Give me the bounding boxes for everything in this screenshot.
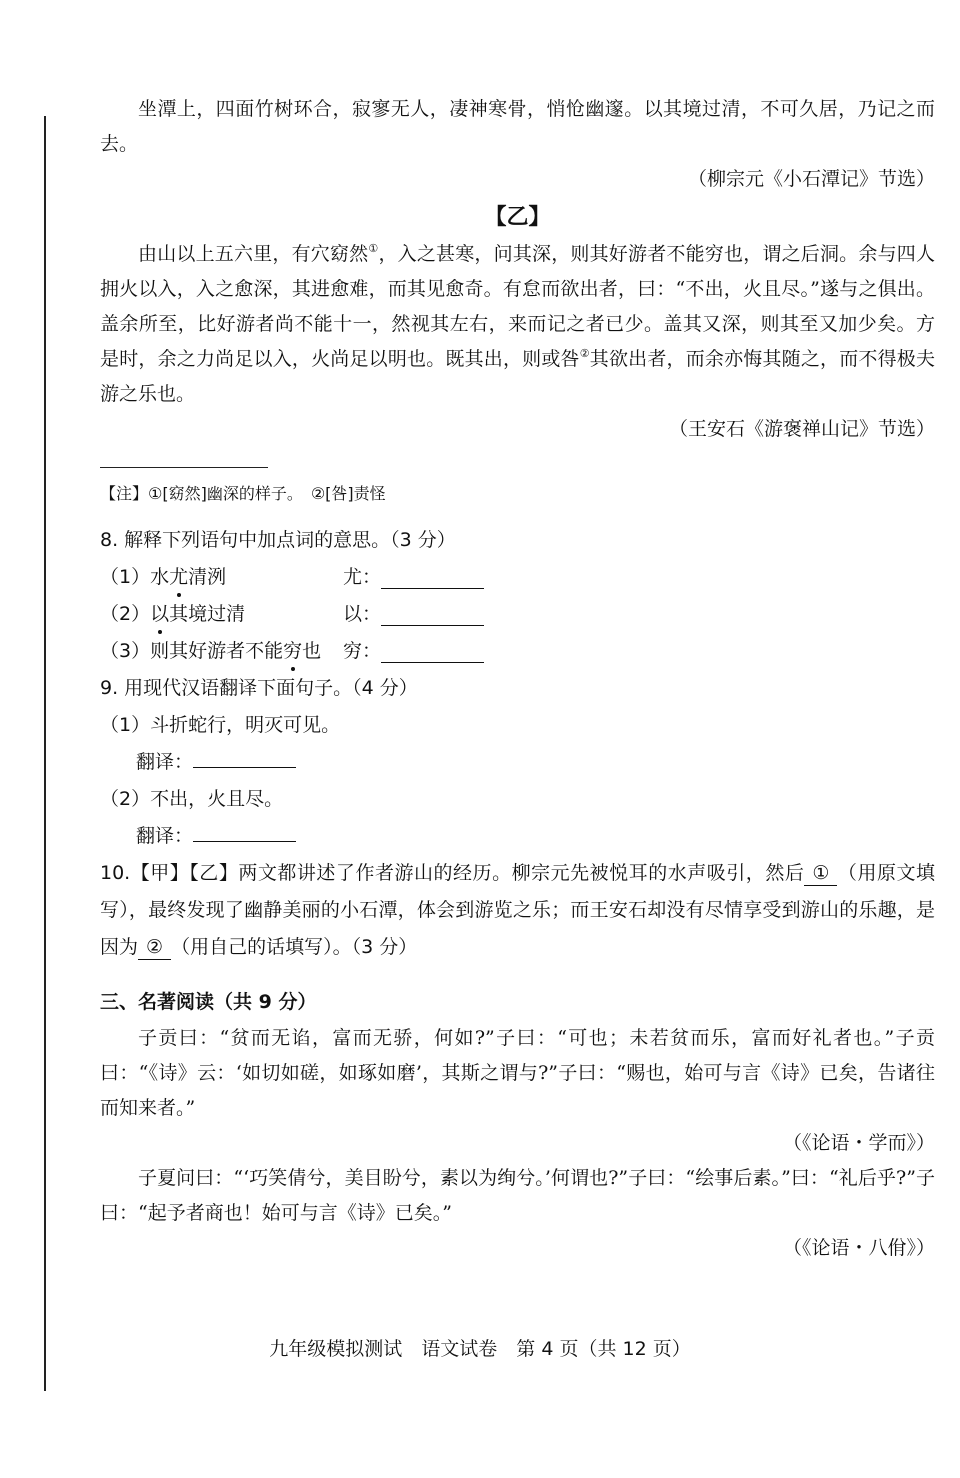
q8-item-text: （1）水尤清洌 [100, 559, 343, 596]
source-jia: （柳宗元《小石潭记》节选） [687, 168, 935, 190]
answer-blank[interactable] [381, 566, 484, 589]
question-9-translation-1: 翻译： [100, 744, 935, 781]
binding-margin-line [44, 116, 46, 1391]
answer-blank[interactable] [381, 640, 484, 663]
q8-item-text: （2）以其境过清 [100, 596, 343, 633]
question-8-item-2 [100, 596, 935, 633]
answer-slot-1[interactable]: ① [804, 861, 837, 886]
q8-item-key: 穷： [343, 640, 382, 662]
question-9-translation-2: 翻译： [100, 818, 935, 855]
lunyu-passage-1: 子贡曰：“贫而无谄，富而无骄，何如?”子曰：“可也；未若贫而乐，富而好礼者也。”子贡曰：“《诗》云：‘如切如磋，如琢如磨’，其斯之谓与?”子曰：“赐也，始可与言《诗》已矣，告诸往而知来者。” [100, 1027, 935, 1119]
question-8-item-3 [100, 633, 935, 670]
section-3-heading: 三、名著阅读（共 9 分） [100, 991, 317, 1013]
question-10: 10.【甲】【乙】两文都讲述了作者游山的经历。柳宗元先被悦耳的水声吸引，然后 ① （用原文填写），最终发现了幽静美丽的小石潭，体会到游览之乐；而王安石却没有尽情享受到游山的乐趣，是因为 ② （用自己的话填写）。（3 分） [100, 862, 935, 958]
footnote-marker-2: ② [579, 347, 590, 360]
passage-yi [100, 237, 935, 412]
annotation-note: 【注】①[窈然]幽深的样子。 ②[咎]责怪 [100, 484, 386, 503]
answer-blank[interactable] [193, 819, 296, 842]
yi-heading: 【乙】 [484, 204, 551, 230]
answer-slot-2[interactable]: ② [138, 935, 171, 960]
question-9-stem: 9. 用现代汉语翻译下面句子。（4 分） [100, 677, 418, 699]
q8-item-key: 尤： [343, 566, 382, 588]
question-8-stem: 8. 解释下列语句中加点词的意思。（3 分） [100, 529, 456, 551]
passage-yi-part2: ，入之甚寒，问其深，则其好游者不能穷也，谓之后洞。余与四人拥火以入，入之愈深，其进愈难，而其见愈奇。有怠而欲出者，曰：“不出，火且尽。”遂与之俱出。盖余所至，比好游者尚不能十一，然视其左右，来而记之者已少。盖其又深，则其至又加少矣。方是时，余之力尚足以入，火尚足以明也。既其出，则或咎 [100, 243, 935, 370]
q8-item-text: （3）则其好游者不能穷也 [100, 633, 343, 670]
dotted-char: 穷 [283, 633, 302, 670]
footnote-marker-1: ① [368, 242, 379, 255]
answer-blank[interactable] [193, 745, 296, 768]
passage-jia-tail: 坐潭上，四面竹树环合，寂寥无人，凄神寒骨，悄怆幽邃。以其境过清，不可久居，乃记之而去。 [100, 98, 935, 155]
answer-blank[interactable] [381, 603, 484, 626]
question-9-sentence-2: （2）不出，火且尽。 [100, 788, 284, 810]
question-9-sentence-1: （1）斗折蛇行，明灭可见。 [100, 714, 341, 736]
passage-yi-part1: 由山以上五六里，有穴窈然 [138, 243, 369, 265]
question-8-item-1 [100, 559, 935, 596]
dotted-char: 尤 [169, 559, 188, 596]
source-lunyu-2: （《论语・八佾》） [782, 1237, 935, 1259]
lunyu-passage-2: 子夏问曰：“‘巧笑倩兮，美目盼兮，素以为绚兮。’何谓也?”子曰：“绘事后素。”曰：“礼后乎?”子曰：“起予者商也！始可与言《诗》已矣。” [100, 1167, 935, 1224]
passage-yi-part3: 其欲出者，而余亦悔其随之，而不得极夫游之乐也。 [100, 348, 935, 405]
page-footer: 九年级模拟测试 语文试卷 第 4 页（共 12 页） [269, 1338, 691, 1360]
dotted-char: 以 [150, 596, 169, 633]
source-lunyu-1: （《论语・学而》） [782, 1132, 935, 1154]
q8-item-key: 以： [343, 603, 382, 625]
exam-page [100, 92, 935, 1266]
source-yi: （王安石《游褒禅山记》节选） [668, 418, 935, 440]
note-divider [100, 467, 268, 468]
